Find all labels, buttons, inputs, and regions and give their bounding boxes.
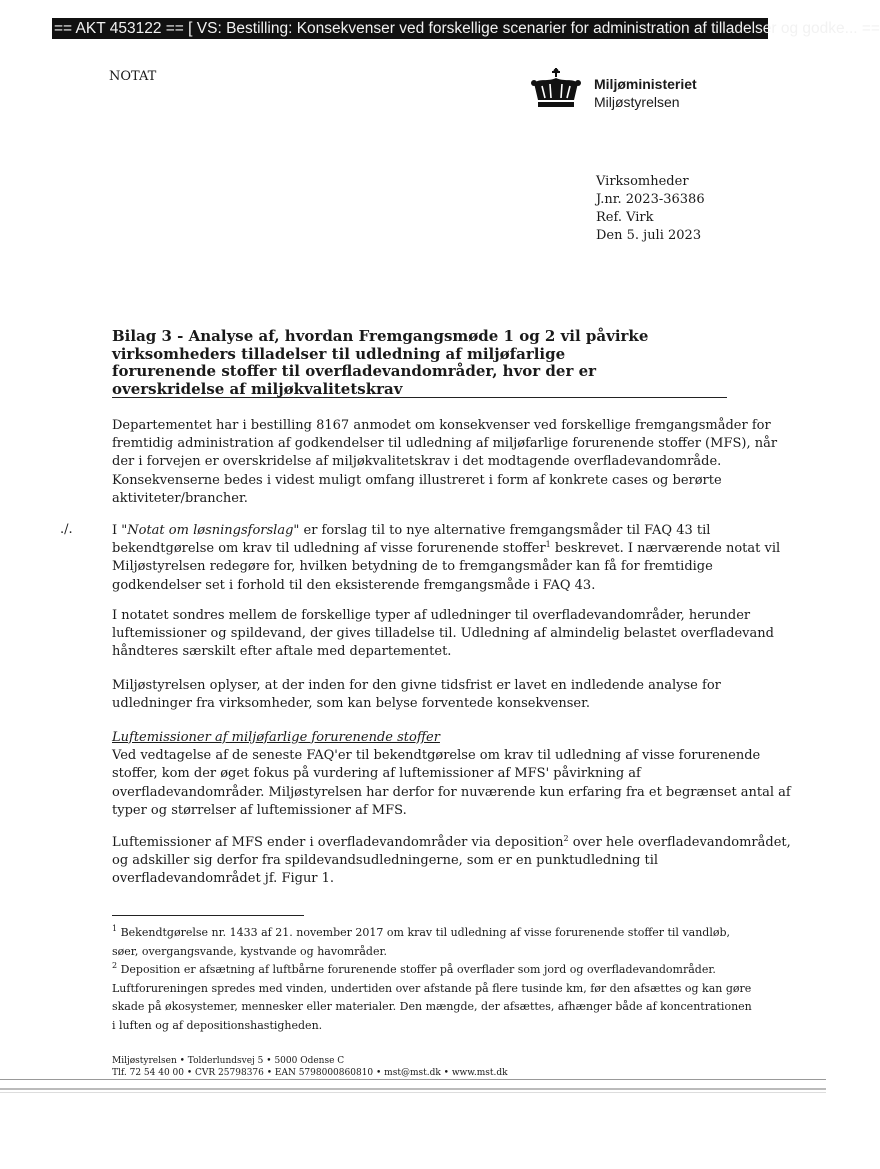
text-line: håndteres særskilt efter aftale med departementet. [112, 644, 452, 660]
footer-contact: Tlf. 72 54 40 00 • CVR 25798376 • EAN 5798000860810 • mst@mst.dk • www.mst.dk [112, 1068, 508, 1078]
page-footer [112, 1055, 508, 1079]
document-meta [596, 173, 705, 245]
footnote-line: skade på økosystemer, mennesker eller materialer. Den mængde, der afsættes, afhænger både af koncentrationen [112, 1000, 752, 1013]
footnote-line: Luftforureningen spredes med vinden, undertiden over afstande på flere tusinde km, før den afsættes og kan gøre [112, 981, 752, 995]
text-line: Departementet har i bestilling 8167 anmodet om konsekvenser ved forskellige fremgangsmåder for [112, 418, 771, 433]
meta-reference: Ref. Virk [596, 210, 654, 225]
title-line: Bilag 3 - Analyse af, hvordan Fremgangsmøde 1 og 2 vil påvirke [112, 327, 649, 345]
document-reference: "Notat om løsningsforslag" [121, 523, 300, 538]
title-line: overskridelse af miljøkvalitetskrav [112, 379, 403, 398]
text-line: aktiviteter/brancher. [112, 490, 248, 506]
text-line: godkendelser set i forhold til den eksisterende fremgangsmåde i FAQ 43. [112, 577, 596, 593]
text-line: og adskiller sig derfor fra spildevandsudledningerne, som er en punktudledning til [112, 853, 659, 869]
title-underline [112, 397, 727, 398]
paragraph-analysis [112, 677, 727, 713]
scan-artifact-line [0, 1079, 826, 1080]
title-line: forurenende stoffer til overfladevandområder, hvor der er [112, 362, 597, 380]
text-line: udledninger fra virksomheder, som kan belyse forventede konsekvenser. [112, 696, 591, 712]
logo-agency-name: Miljøstyrelsen [594, 94, 680, 110]
paragraph-request [112, 417, 778, 508]
text-line: overfladevandområdet jf. Figur 1. [112, 871, 335, 887]
text-line: Miljøstyrelsen redegøre for, hvilken betydning de to fremgangsmåder kan få for fremtidige [112, 559, 713, 575]
section-heading: Luftemissioner af miljøfarlige forurenende stoffer [112, 730, 440, 745]
scan-artifact-line [0, 1092, 826, 1093]
footnote-line: søer, overgangsvande, kystvande og havområder. [112, 944, 388, 958]
logo-ministry-name: Miljøministeriet [594, 76, 697, 92]
text-line: Konsekvenserne bedes i videst muligt omfang illustreret i form af konkrete cases og berørte [112, 472, 722, 488]
text-line: overfladevandområder. Miljøstyrelsen har derfor for nuværende kun erfaring fra et begrænset antal af [112, 784, 791, 800]
footnote-line: i luften og af depositionshastigheden. [112, 1018, 323, 1032]
document-banner: == AKT 453122 == [ VS: Bestilling: Konsekvenser ved forskellige scenarier for administration af tilladelser og godke... == [54, 20, 880, 37]
footnote-ref-2[interactable]: 2 [563, 834, 569, 843]
text-line: stoffer, kom der øget fokus på vurdering af luftemissioner af MFS' påvirkning af [112, 766, 641, 782]
document-title [112, 328, 727, 398]
text-line: typer og størrelser af luftemissioner af MFS. [112, 802, 407, 818]
meta-date: Den 5. juli 2023 [596, 228, 702, 243]
title-line: virksomheders tilladelser til udledning af miljøfarlige [112, 344, 566, 363]
crown-icon [528, 66, 584, 112]
document-type-label: NOTAT [109, 69, 157, 84]
footnote-separator [112, 915, 304, 916]
meta-department: Virksomheder [596, 174, 689, 189]
text-line: I notatet sondres mellem de forskellige typer af udledninger til overfladevandområder, herunder [112, 608, 751, 623]
text-line: Miljøstyrelsen oplyser, at der inden for den givne tidsfrist er lavet en indledende analyse for [112, 678, 721, 693]
meta-journal-number: J.nr. 2023-36386 [596, 192, 705, 207]
text-line: der i forvejen er overskridelse af miljøkvalitetskrav i det modtagende overfladevandområde. [112, 454, 722, 470]
paragraph-solution-proposal: I "Notat om løsningsforslag" er forslag til to nye alternative fremgangsmåder til FAQ 43 til bekendtgørelse om krav til udledning af visse forurenende stoffer$^1$ beskrevet. I nærværende notat vil Miljøstyrelsen redegøre for, hvilken betydning de to fremgangsmåder kan få for fremtidige godkendelser set i forhold til den eksisterende fremgangsmåde i FAQ 43. [112, 522, 727, 595]
footer-address: Miljøstyrelsen • Tolderlundsvej 5 • 5000 Odense C [112, 1056, 345, 1066]
footnote-number: 2 [112, 961, 118, 970]
footnotes: $^1$ Bekendtgørelse nr. 1433 af 21. november 2017 om krav til udledning af visse forurenende stoffer til vandløb, søer, overgangsvande, kystvande og havområder. $^2$ Deposition er afsætning af luftbårne forurenende stoffer på overflader som jord og overfladevandområder. Luftforureningen spredes med vinden, undertiden over afstande på flere tusinde km, før den afsættes og kan gøre skade på økosystemer, mennesker eller materialer. Den mængde, der afsættes, afhænger både af koncentrationen i luften og af depositionshastigheden. [112, 924, 727, 1035]
paragraph-discharge-types [112, 607, 774, 662]
margin-annotation: ./. [60, 522, 73, 537]
text-line: Ved vedtagelse af de seneste FAQ'er til bekendtgørelse om krav til udledning af visse forurenende [112, 748, 761, 764]
paragraph-deposition: Luftemissioner af MFS ender i overfladevandområder via deposition$^2$ over hele overfladevandområdet, og adskiller sig derfor fra spildevandsudledningerne, som er en punktudledning til overfladevandområdet jf. Figur 1. [112, 834, 727, 889]
ministry-logo [528, 66, 718, 116]
scan-artifact-line [0, 1088, 826, 1090]
text-line: luftemissioner og spildevand, der gives tilladelse til. Udledning af almindelig belastet overfladevand [112, 626, 774, 642]
section-air-emissions [112, 729, 791, 820]
footnote-ref-1[interactable]: 1 [545, 540, 551, 550]
text-line: fremtidig administration af godkendelser til udledning af miljøfarlige forurenende stoffer (MFS), når [112, 436, 778, 452]
footnote-number: 1 [112, 924, 118, 933]
